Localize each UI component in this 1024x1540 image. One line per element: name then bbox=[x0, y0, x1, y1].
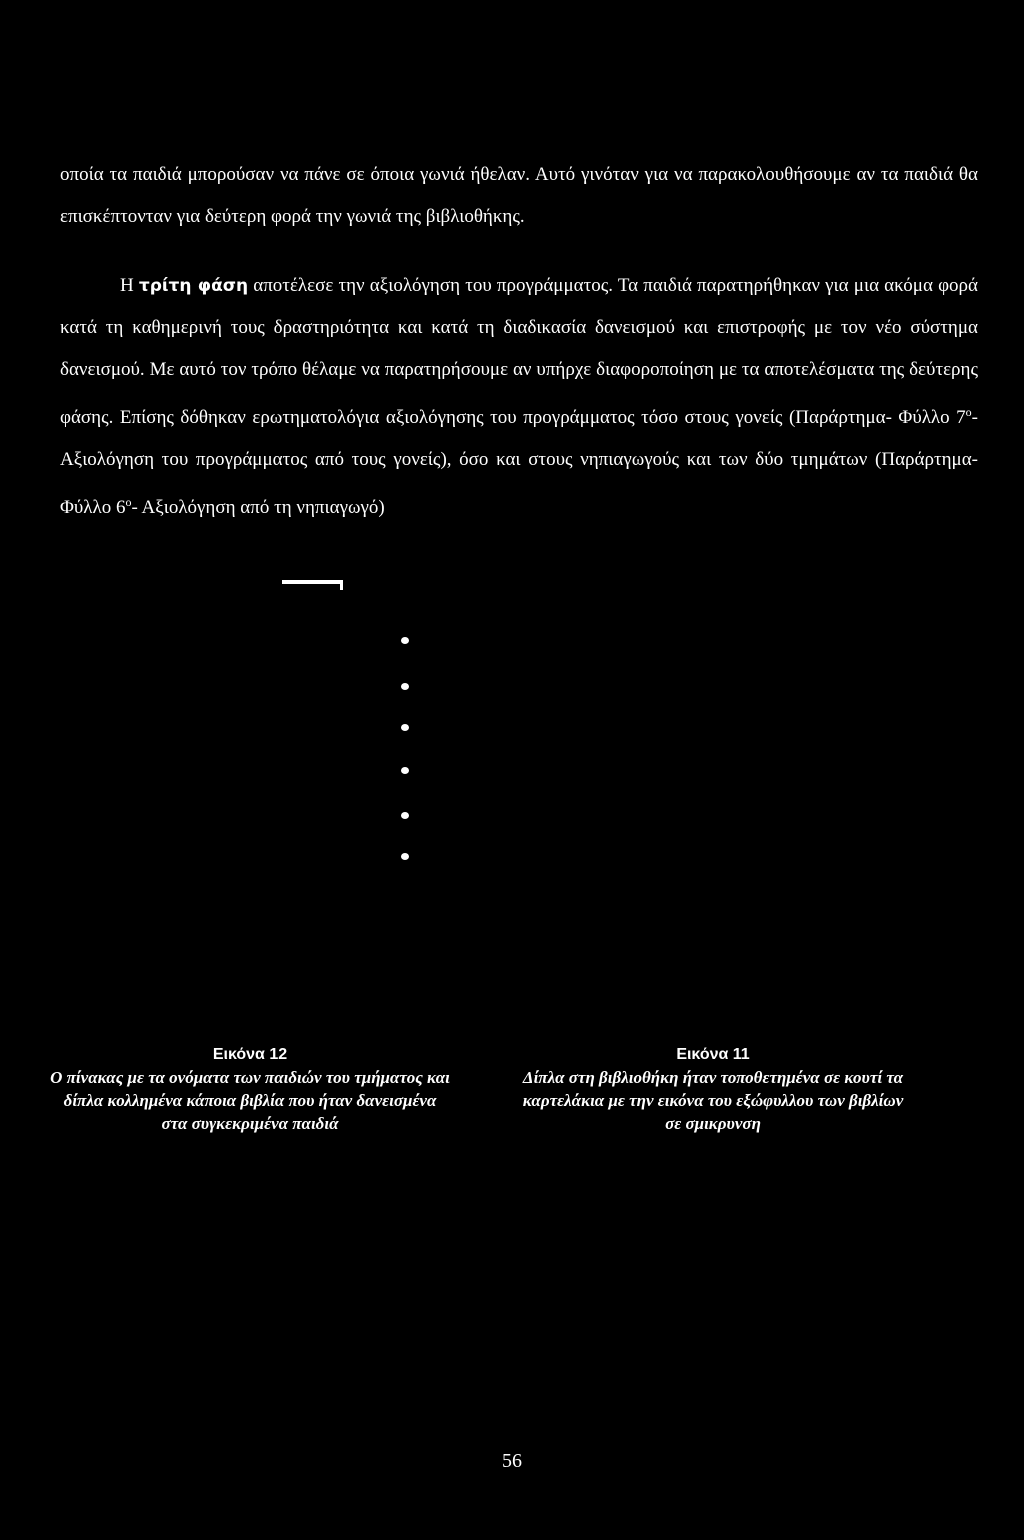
figure-dot bbox=[401, 767, 409, 774]
figure-caption-12 bbox=[50, 1043, 450, 1135]
figure-dot bbox=[401, 724, 409, 731]
figure-dot bbox=[401, 683, 409, 690]
caption-title: Εικόνα 11 bbox=[676, 1046, 750, 1063]
caption-title: Εικόνα 12 bbox=[212, 1046, 288, 1063]
figure-border-line bbox=[282, 580, 342, 584]
paragraph-text-a: αποτέλεσε την αξιολόγηση του προγράμματος. Τα παιδιά παρατηρήθηκαν για μια ακόμα φορά κατά τη καθημερινή τους δραστηριότητα και κατά τη διαδικασία δανεισμού και επιστροφής με τον νέο σύστημα δανεισμού. Με αυτό τον τρόπο θέλαμε να παρατηρήσουμε αν υπήρχε διαφοροποίηση με τα αποτελέσματα της δεύτερης φάσης. Επίσης δόθηκαν ερωτηματολόγια αξιολόγησης του προγράμματος τόσο στους γονείς (Παράρτημα- Φύλλο 7 bbox=[60, 275, 978, 428]
caption-body: Δίπλα στη βιβλιοθήκη ήταν τοποθετημένα σε κουτί τα καρτελάκια με την εικόνα του εξώφυλλου των βιβλίων σε σμικρυνση bbox=[522, 1068, 904, 1133]
figure-dot bbox=[401, 853, 409, 860]
bold-term-third-phase: τρίτη φάση bbox=[138, 276, 249, 296]
paragraph-text-c: - Αξιολόγηση από τη νηπιαγωγό) bbox=[131, 497, 385, 518]
paragraph-text-b: - Αξιολόγηση του προγράμματος από τους γονείς), όσο και στους νηπιαγωγούς και των δύο τμημάτων (Παράρτημα- Φύλλο 6 bbox=[60, 407, 978, 518]
figure-dot bbox=[401, 812, 409, 819]
figure-caption-11 bbox=[513, 1043, 913, 1135]
figure-border-corner bbox=[340, 580, 343, 590]
page-number: 56 bbox=[502, 1450, 522, 1472]
caption-body: Ο πίνακας με τα ονόματα των παιδιών του τμήματος και δίπλα κολλημένα κάποια βιβλία που ήταν δανεισμένα στα συγκεκριμένα παιδιά bbox=[50, 1068, 450, 1133]
figure-dot bbox=[401, 637, 409, 644]
ordinal-superscript: ο bbox=[965, 405, 972, 419]
paragraph-continuation: οποία τα παιδιά μπορούσαν να πάνε σε όποια γωνιά ήθελαν. Αυτό γινόταν για να παρακολουθήσουμε αν τα παιδιά θα επισκέπτονταν για δεύτερη φορά την γωνιά της βιβλιοθήκης. bbox=[60, 164, 978, 227]
ordinal-superscript: ο bbox=[125, 495, 132, 509]
paragraph-intro: Η bbox=[120, 275, 139, 296]
paragraph-third-phase bbox=[60, 265, 978, 529]
